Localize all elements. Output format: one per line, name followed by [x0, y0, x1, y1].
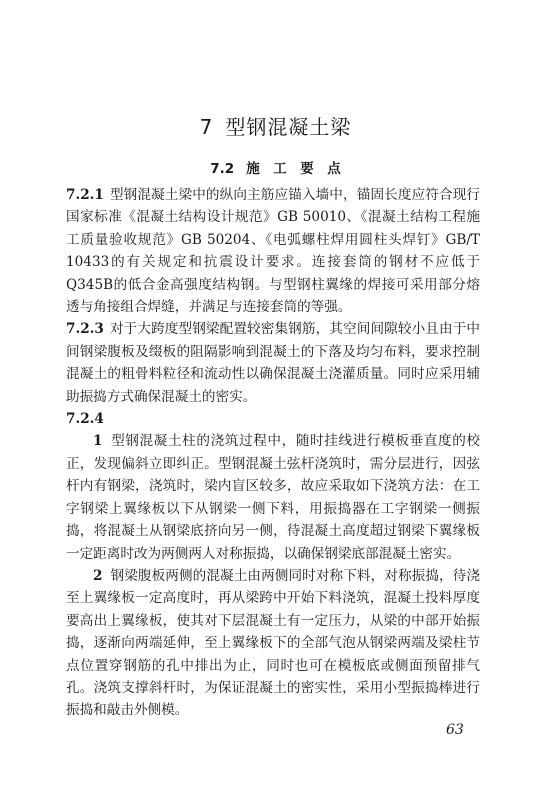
clause-number: 7.2.3	[66, 321, 104, 338]
chapter-number: 7	[199, 115, 214, 139]
clause-7-2-3	[66, 318, 480, 408]
clause-item-2	[66, 565, 480, 722]
item-text: 钢梁腹板两侧的混凝土由两侧同时对称下料，对称振捣，待浇至上翼缘板一定高度时，再从梁跨中开始下料浇筑，混凝土投料厚度要高出上翼缘板，使其对下层混凝土有一定压力，从梁的中部开始振捣，逐渐向两端延伸，至上翼缘板下的全部气泡从钢梁两端及梁柱节点位置穿钢筋的孔中排出为止，同时也可在模板底或侧面预留排气孔。浇筑支撑斜杆时，为保证混凝土的密实性，采用小型振捣棒进行振捣和敲击外侧模。	[66, 567, 480, 719]
item-text: 型钢混凝土柱的浇筑过程中，随时挂线进行模板垂直度的校正，发现偏斜立即纠正。型钢混凝土弦杆浇筑时，需分层进行，因弦杆内有钢梁，浇筑时，梁内盲区较多，故应采取如下浇筑方法：在工字钢梁上翼缘板以下从钢梁一侧下料，用振捣器在工字钢梁一侧振捣，将混凝土从钢梁底挤向另一侧，待混凝土高度超过钢梁下翼缘板一定距离时改为两侧两人对称振捣，以确保钢梁底部混凝土密实。	[66, 433, 480, 562]
body-text	[66, 184, 480, 722]
item-number: 1	[93, 433, 103, 450]
section-title	[0, 157, 551, 177]
page-number: 63	[446, 722, 464, 738]
clause-number: 7.2.1	[66, 187, 104, 203]
clause-text: 型钢混凝土梁中的纵向主筋应锚入墙中，锚固长度应符合现行国家标准《混凝土结构设计规范》GB 50010、《混凝土结构工程施工质量验收规范》GB 50204、《电弧螺柱焊用圆柱头焊钉》GB/T 10433的有关规定和抗震设计要求。连接套筒的钢材不应低于Q345B的低合金高强度结构钢。与型钢柱翼缘的焊接可采用部分熔透与角接组合焊缝，并满足与连接套筒的等强。	[66, 187, 480, 316]
item-number: 2	[93, 567, 103, 584]
section-number: 7.2	[210, 161, 235, 177]
clause-item-1	[66, 430, 480, 564]
clause-text: 对于大跨度型钢梁配置较密集钢筋，其空间间隙较小且由于中间钢梁腹板及缀板的阻隔影响到混凝土的下落及均匀布料，要求控制混凝土的粗骨料粒径和流动性以确保混凝土浇灌质量。同时应采用辅助振捣方式确保混凝土的密实。	[66, 321, 480, 405]
clause-7-2-1	[66, 184, 480, 318]
chapter-title	[0, 111, 551, 140]
clause-number: 7.2.4	[66, 411, 104, 428]
chapter-title-text: 型钢混凝土梁	[225, 115, 352, 139]
section-title-text: 施 工 要 点	[246, 161, 341, 177]
clause-7-2-4	[66, 408, 480, 430]
